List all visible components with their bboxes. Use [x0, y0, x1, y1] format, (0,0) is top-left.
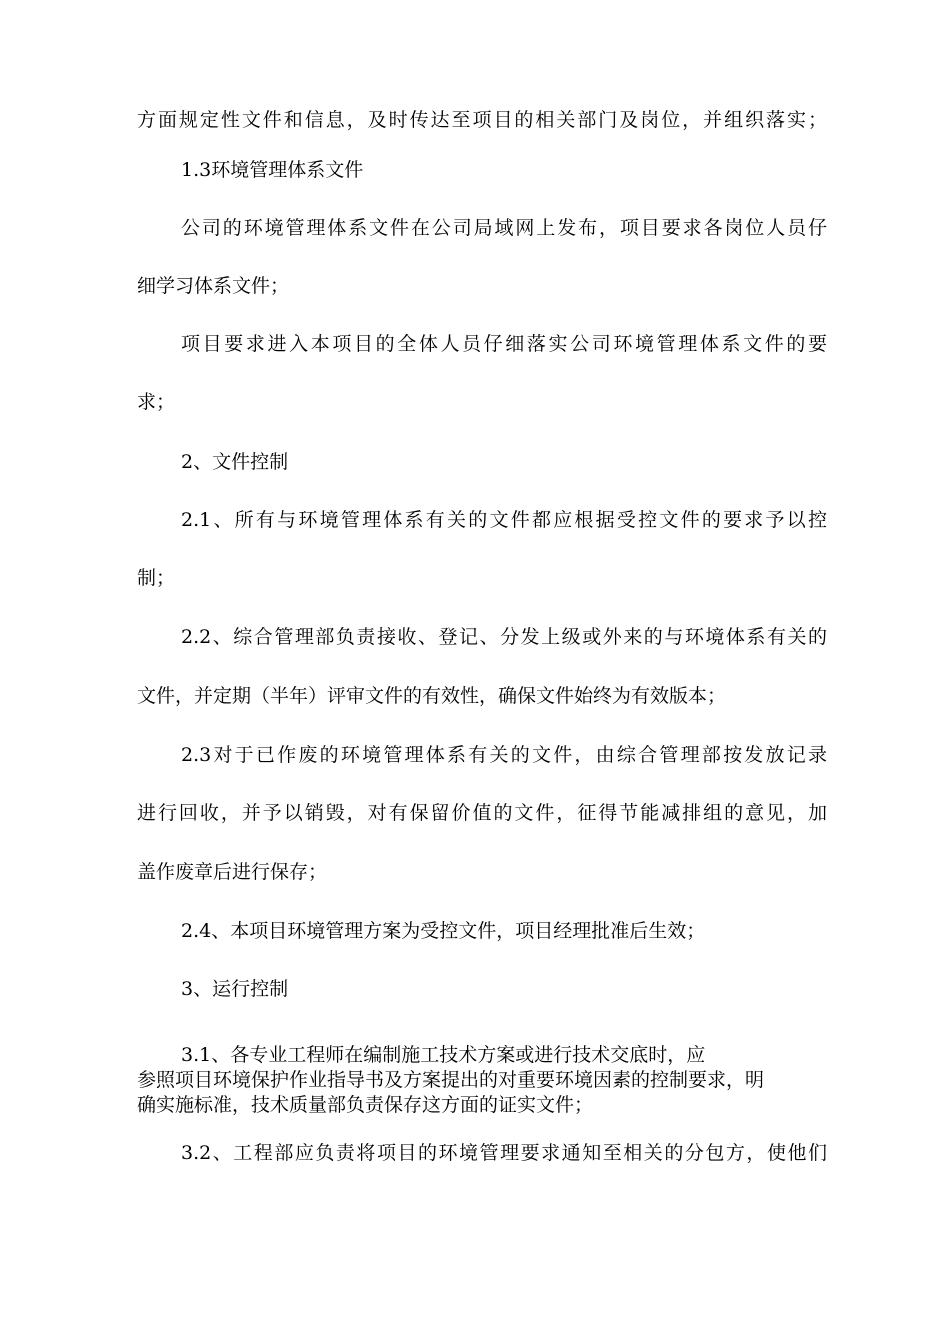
- paragraph-line: 制；: [137, 567, 176, 589]
- paragraph-line: 3.1、各专业工程师在编制施工技术方案或进行技术交底时，应: [181, 1044, 706, 1066]
- paragraph-line: 确实施标准，技术质量部负责保存这方面的证实文件；: [137, 1094, 594, 1116]
- section-heading: 2、文件控制: [181, 451, 289, 473]
- section-heading: 1.3环境管理体系文件: [181, 159, 364, 181]
- paragraph-line: 细学习体系文件；: [137, 275, 290, 297]
- paragraph-line: 3.2、工程部应负责将项目的环境管理要求通知至相关的分包方，使他们: [181, 1142, 827, 1164]
- paragraph-line: 求；: [137, 391, 176, 413]
- paragraph-line: 公司的环境管理体系文件在公司局域网上发布，项目要求各岗位人员仔: [181, 217, 827, 239]
- paragraph-line: 2.1、所有与环境管理体系有关的文件都应根据受控文件的要求予以控: [181, 509, 827, 531]
- paragraph-line: 项目要求进入本项目的全体人员仔细落实公司环境管理体系文件的要: [181, 333, 827, 355]
- paragraph-line: 盖作废章后进行保存；: [137, 861, 328, 883]
- paragraph-line: 参照项目环境保护作业指导书及方案提出的对重要环境因素的控制要求，明: [137, 1069, 765, 1091]
- paragraph-line: 2.3对于已作废的环境管理体系有关的文件，由综合管理部按发放记录: [181, 744, 827, 766]
- section-heading: 3、运行控制: [181, 978, 289, 1000]
- paragraph-line: 进行回收，并予以销毁，对有保留价值的文件，征得节能减排组的意见，加: [137, 802, 827, 824]
- paragraph-line: 方面规定性文件和信息，及时传达至项目的相关部门及岗位，并组织落实；: [137, 109, 827, 131]
- paragraph-line: 2.4、本项目环境管理方案为受控文件，项目经理批准后生效；: [181, 920, 706, 942]
- paragraph-line: 2.2、综合管理部负责接收、登记、分发上级或外来的与环境体系有关的: [181, 626, 827, 648]
- paragraph-line: 文件，并定期（半年）评审文件的有效性，确保文件始终为有效版本；: [137, 685, 727, 707]
